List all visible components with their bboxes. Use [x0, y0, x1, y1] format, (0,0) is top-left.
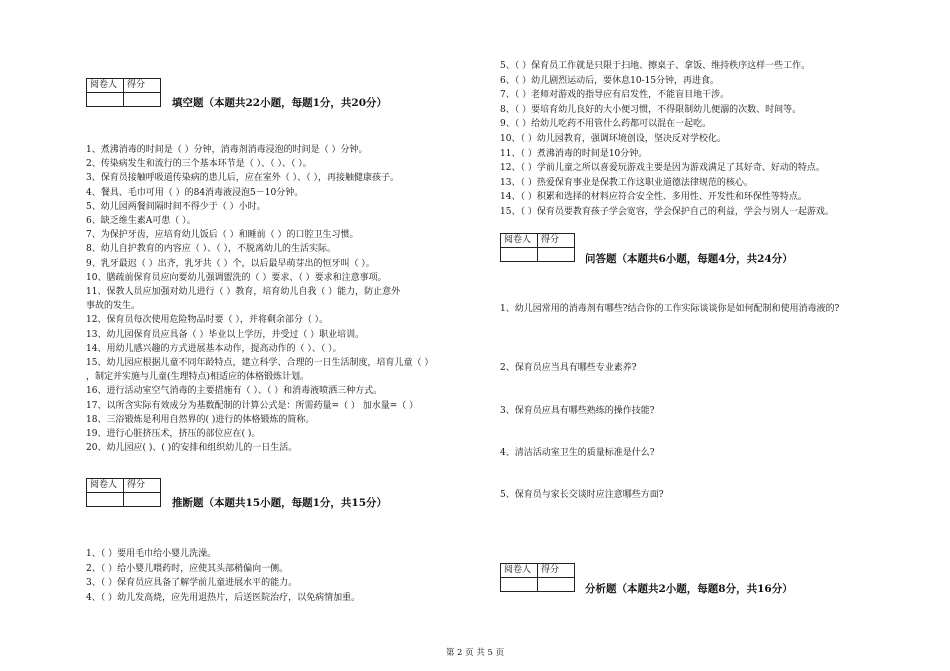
- question-item: 10、（ ）幼儿园教育，强调环境创设，坚决反对学校化。: [500, 134, 726, 144]
- question-item: 5、幼儿园两餐间隔时间不得少于（ ）小时。: [86, 201, 266, 212]
- question-item: 5、（ ）保育员工作就是只限于扫地、擦桌子、拿饭、维持秩序这样一些工作。: [500, 61, 811, 71]
- question-item: 3、保育员接触呼吸道传染病的患儿后，应在室外（ ）、（ ），再接触健康孩子。: [86, 173, 399, 184]
- section-title-qa: 问答题（本题共6小题，每题4分，共24分）: [585, 253, 793, 265]
- question-item: ，制定并实施与儿童(生理特点)相适应的体格锻炼计划。: [86, 372, 310, 383]
- score-box-fill-blank: [86, 78, 161, 107]
- question-item: 16、进行活动室空气消毒的主要措施有（ ）、（ ）和消毒液喷洒三种方式。: [86, 386, 383, 397]
- score-label: 得分: [124, 79, 161, 93]
- question-item: 9、（ ）给幼儿吃药不用管什么药都可以混在一起吃。: [500, 119, 712, 130]
- page-footer: 第 2 页 共 5 页: [445, 648, 505, 658]
- question-item: 5、保育员与家长交谈时应注意哪些方面?: [500, 490, 664, 500]
- question-item: 9、乳牙最迟（ ）出齐，乳牙共（ ）个，以后最早萌芽出的恒牙叫（ ）。: [86, 258, 375, 269]
- score-cell[interactable]: [124, 493, 161, 507]
- reviewer-label: 阅卷人: [501, 564, 538, 578]
- score-label: 得分: [538, 234, 575, 248]
- reviewer-cell[interactable]: [87, 493, 124, 507]
- question-item: 3、（ ）保育员应具备了解学前儿童进展水平的能力。: [86, 578, 298, 588]
- question-item: 事故的发生。: [86, 301, 141, 312]
- reviewer-label: 阅卷人: [87, 79, 124, 93]
- question-item: 18、三浴锻炼是利用自然界的( )进行的体格锻炼的简称。: [86, 414, 315, 425]
- reviewer-label: 阅卷人: [87, 479, 124, 493]
- score-label: 得分: [124, 479, 161, 493]
- score-box-analysis: [500, 563, 575, 592]
- reviewer-label: 阅卷人: [501, 234, 538, 248]
- score-label: 得分: [538, 564, 575, 578]
- question-item: 17、以所含实际有效成分为基数配制的计算公式是：所需药量=（ ） 加水量=（ ）: [86, 400, 419, 411]
- reviewer-cell[interactable]: [87, 93, 124, 107]
- question-item: 1、幼儿园常用的消毒剂有哪些?结合你的工作实际谈谈你是如何配制和使用消毒液的?: [500, 304, 840, 314]
- question-item: 8、（ ）要培育幼儿良好的大小便习惯，不得限制幼儿便溺的次数、时间等。: [500, 104, 802, 115]
- reviewer-cell[interactable]: [501, 248, 538, 262]
- score-box-qa: [500, 233, 575, 262]
- question-item: 1、（ ）要用毛巾给小婴儿洗澡。: [86, 549, 217, 559]
- question-item: 6、缺乏维生素A可患（ ）。: [86, 216, 196, 226]
- question-item: 2、保育员应当具有哪些专业素养?: [500, 363, 637, 373]
- question-item: 15、（ ）保育员要教育孩子学会宽容，学会保护自己的利益，学会与别人一起游戏。: [500, 207, 834, 217]
- question-item: 13、幼儿园保育员应具备（ ）毕业以上学历，并受过（ ）职业培训。: [86, 329, 365, 340]
- question-item: 6、（ ）幼儿剧烈运动后，要休息10-15分钟，再进食。: [500, 75, 720, 86]
- question-item: 20、幼儿园应( )、( )的安排和组织幼儿的一日生活。: [86, 443, 298, 454]
- question-item: 12、（ ）学前儿童之所以喜爱玩游戏主要是因为游戏满足了其好奇、好动的特点。: [500, 163, 825, 174]
- question-item: 4、（ ）幼儿发高烧，应先用退热片，后送医院治疗，以免病情加重。: [86, 592, 361, 603]
- question-item: 11、（ ）煮沸消毒的时间是10分钟。: [500, 148, 648, 159]
- question-item: 14、用幼儿感兴趣的方式进展基本动作，提高动作的（ ）、（ ）。: [86, 343, 342, 354]
- question-item: 14、（ ）积累和选择的材料应符合安全性、多用性、开发性和环保性等特点。: [500, 192, 807, 203]
- section-title-fill-blank: 填空题（本题共22小题，每题1分，共20分）: [172, 97, 388, 109]
- question-item: 15、幼儿园应根据儿童不同年龄特点，建立科学、合理的一日生活制度，培育儿童（ ）: [86, 358, 434, 368]
- question-item: 8、幼儿自护教育的内容应（ ）、（ ），不脱离幼儿的生活实际。: [86, 244, 336, 255]
- question-item: 4、清洁活动室卫生的质量标准是什么?: [500, 448, 655, 458]
- question-item: 2、（ ）给小婴儿喂药时，应使其头部稍偏向一侧。: [86, 563, 289, 574]
- question-item: 7、（ ）老师对游戏的指导应有启发性，不能盲目地干涉。: [500, 90, 730, 101]
- question-item: 10、膳疏前保育员应向要幼儿强调盥洗的（ ）要求、（ ）要求和注意事项。: [86, 272, 387, 283]
- question-item: 3、保育员应具有哪些熟练的操作技能?: [500, 406, 655, 416]
- question-item: 2、传染病发生和流行的三个基本环节是（ ）、（ ）、（ ）。: [86, 159, 312, 170]
- score-cell[interactable]: [538, 578, 575, 592]
- question-item: 1、煮沸消毒的时间是（ ）分钟，消毒剂消毒浸泡的时间是（ ）分钟。: [86, 145, 368, 155]
- score-cell[interactable]: [538, 248, 575, 262]
- question-item: 4、餐具、毛巾可用（ ）的84消毒液浸泡5－10分钟。: [86, 187, 304, 198]
- question-item: 12、保育员每次使用危险物品时要（ ），并将剩余部分（ ）。: [86, 315, 329, 326]
- score-box-true-false: [86, 478, 161, 507]
- section-title-analysis: 分析题（本题共2小题，每题8分，共16分）: [585, 583, 793, 595]
- score-cell[interactable]: [124, 93, 161, 107]
- question-item: 7、为保护牙齿，应培育幼儿饭后（ ）和睡前（ ）的口腔卫生习惯。: [86, 230, 359, 241]
- reviewer-cell[interactable]: [501, 578, 538, 592]
- question-item: 11、保教人员应加强对幼儿进行（ ）教育，培育幼儿自我（ ）能力，防止意外: [86, 287, 401, 297]
- question-item: 19、进行心脏挤压术，挤压的部位应在( )。: [86, 429, 261, 439]
- section-title-true-false: 推断题（本题共15小题，每题1分，共15分）: [172, 497, 388, 509]
- question-item: 13、（ ）热爱保育事业是保教工作这职业道德法律规范的核心。: [500, 177, 753, 188]
